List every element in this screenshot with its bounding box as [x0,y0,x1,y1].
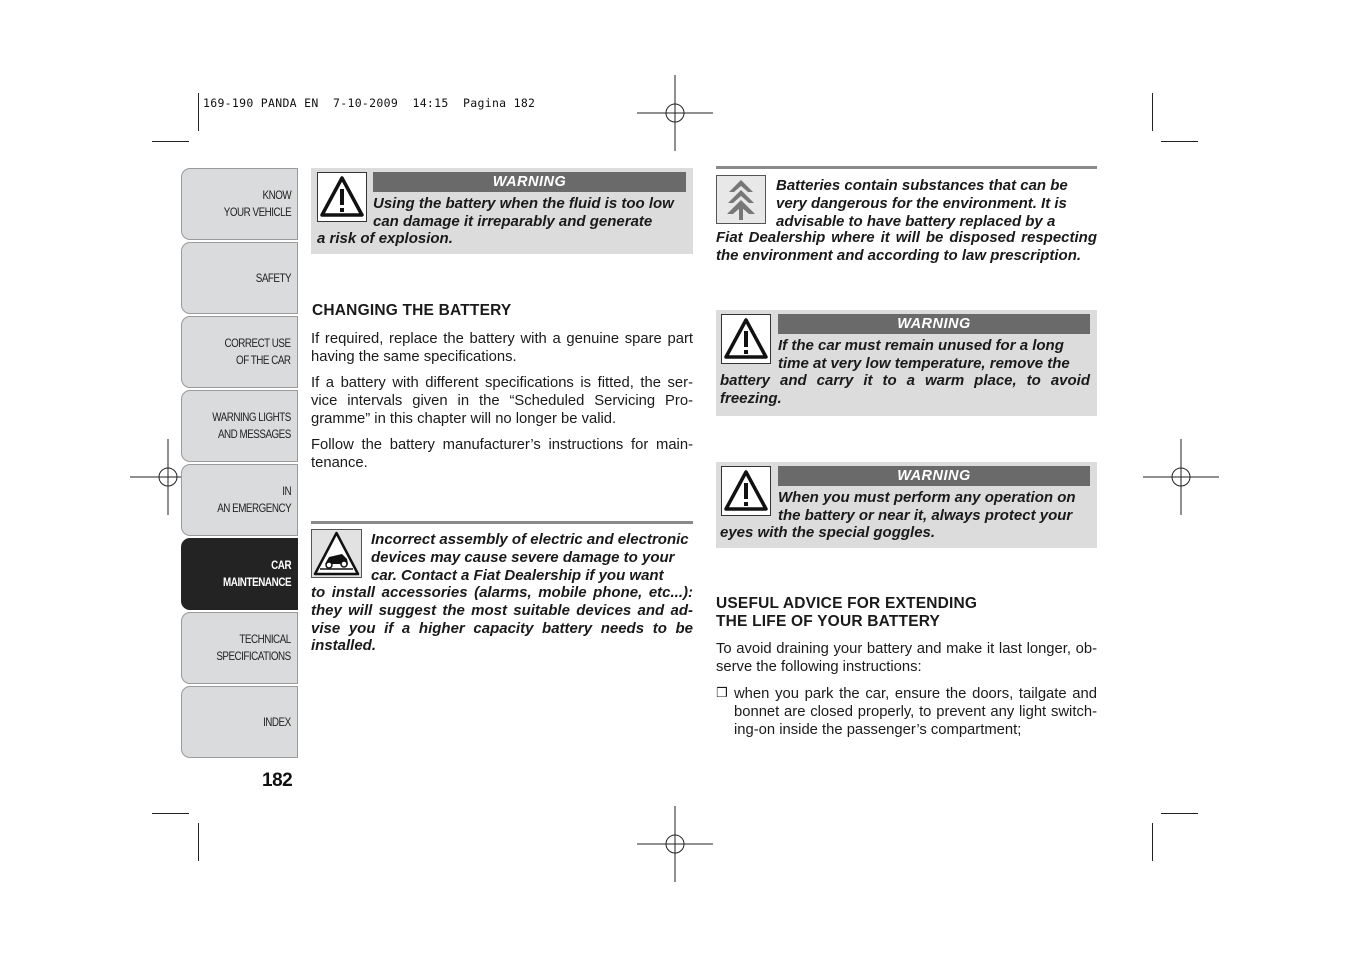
note-text-line: Incorrect assembly of electric and electronic [371,531,689,548]
bullet-list [716,685,1097,739]
tab-car-maintenance[interactable] [181,538,298,610]
tab-label: CORRECT USE [224,336,291,350]
section-heading-line: THE LIFE OF YOUR BATTERY [716,613,941,630]
crop-mark [152,813,189,814]
crop-mark [1152,823,1153,861]
warning-text-line: a risk of explosion. [317,230,453,247]
tab-label: SPECIFICATIONS [216,649,291,663]
car-on-slope-icon [311,529,362,578]
note-text-line: Batteries contain substances that can be [776,177,1068,194]
section-heading [716,595,977,631]
warning-text-line: Using the battery when the fluid is too low [373,195,674,212]
registration-mark-icon [637,806,713,882]
tab-label: TECHNICAL [239,632,291,646]
warning-triangle-icon [317,172,367,222]
warning-text: eyes with the special goggles. [720,524,936,541]
warning-title: WARNING [778,466,1090,486]
note-divider [716,166,1097,169]
warning-box [311,168,693,254]
tab-label: MAINTENANCE [222,575,291,589]
warning-text: battery and carry it to a warm place, to avoid freezing. [720,372,1090,407]
tree-icon [716,175,766,224]
warning-title: WARNING [778,314,1090,334]
checkbox-bullet-icon: ❒ [716,686,728,701]
list-item-text: when you park the car, ensure the doors, tailgate and bonnet are closed properly, to prevent any light switch-ing-on inside the passenger’s compartment; [734,686,1097,738]
warning-triangle-icon [721,466,771,516]
tab-in-an-emergency[interactable] [181,464,298,536]
crop-mark [198,823,199,861]
warning-text-line: When you must perform any operation on [778,489,1076,506]
note-divider [311,521,693,524]
section-heading: CHANGING THE BATTERY [312,302,512,319]
warning-text-line: time at very low temperature, remove the [778,354,1070,372]
warning-triangle-icon [721,314,771,364]
paragraph: Follow the battery manufacturer’s instructions for main-tenance. [311,437,693,471]
tab-correct-use[interactable] [181,316,298,388]
registration-mark-icon [1143,439,1219,515]
crop-mark [1152,93,1153,131]
tab-label: INDEX [263,714,291,729]
note-text: to install accessories (alarms, mobile phone, etc...): they will suggest the most suitable devices and ad-vise you if a higher capacity battery needs to be installed. [311,584,693,655]
warning-box [716,310,1097,416]
crop-mark [198,93,199,131]
warning-text-line: If the car must remain unused for a long [778,337,1064,354]
note-text-line: very dangerous for the environment. It is [776,194,1067,212]
tab-label: OF THE CAR [236,353,291,367]
tab-label: AND MESSAGES [218,427,291,441]
warning-text-line: the battery or near it, always protect your [778,506,1073,524]
paragraph: If required, replace the battery with a genuine spare part having the same specifications. [311,331,693,365]
warning-title: WARNING [373,172,686,192]
tab-safety[interactable] [181,242,298,314]
note-text-line: car. Contact a Fiat Dealership if you want [371,566,664,584]
crop-mark [1161,813,1198,814]
section-heading-line: USEFUL ADVICE FOR EXTENDING [716,595,978,612]
tab-label: KNOW [262,188,291,202]
tab-know-your-vehicle[interactable] [181,168,298,240]
tab-warning-lights[interactable] [181,390,298,462]
crop-mark [152,141,189,142]
print-slug: 169-190 PANDA EN 7-10-2009 14:15 Pagina 182 [203,96,536,110]
tab-technical-specifications[interactable] [181,612,298,684]
paragraph: If a battery with different specifications is fitted, the ser-vice intervals given in the “Scheduled Servicing Pro-gramme” in this chapter will no longer be valid. [311,375,693,427]
paragraph: To avoid draining your battery and make it last longer, ob-serve the following instructions: [716,641,1097,675]
list-item [716,685,1097,739]
tab-index[interactable] [181,686,298,758]
tab-label: CAR [270,558,291,572]
tab-label: SAFETY [255,270,291,285]
tab-label: IN [282,484,291,498]
note-text: Fiat Dealership where it will be disposed respecting the environment and according to law prescription. [716,229,1097,264]
note-text-line: devices may cause severe damage to your [371,548,675,566]
note-text-line: advisable to have battery replaced by a [776,212,1056,230]
warning-box [716,462,1097,548]
chapter-tabs [181,168,298,760]
tab-label: YOUR VEHICLE [223,205,291,219]
warning-text-line: can damage it irreparably and generate [373,212,653,230]
registration-mark-icon [637,75,713,151]
page-number: 182 [262,770,293,791]
tab-label: WARNING LIGHTS [212,410,291,424]
crop-mark [1161,141,1198,142]
tab-label: AN EMERGENCY [217,501,291,515]
